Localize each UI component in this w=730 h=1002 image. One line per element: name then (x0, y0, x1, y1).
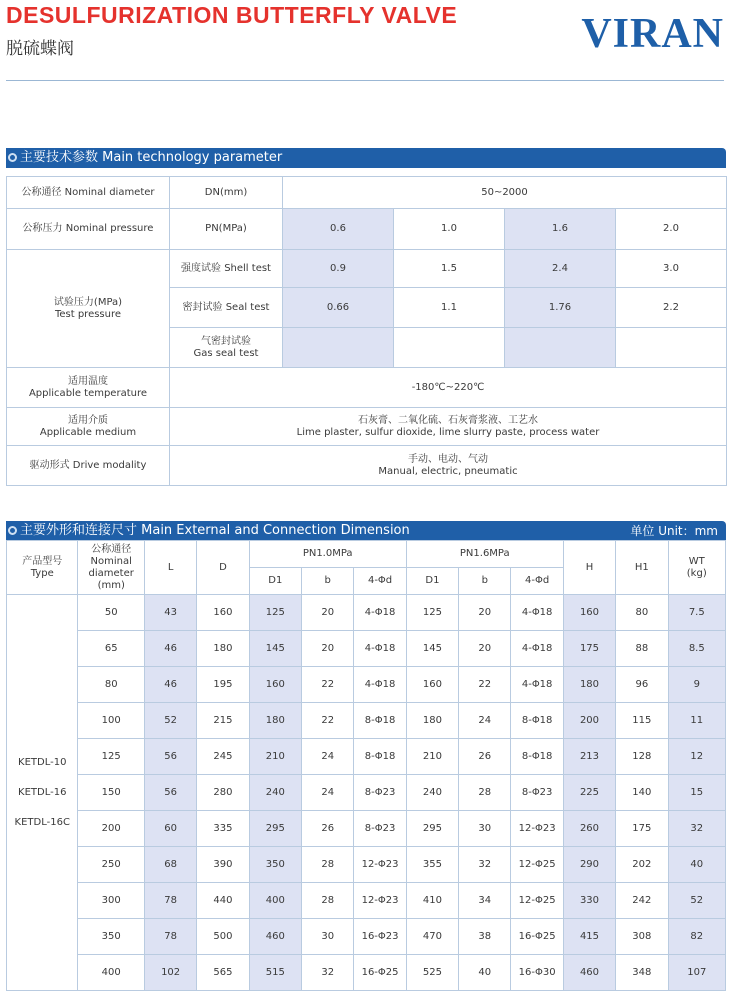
D-header: D (197, 541, 249, 595)
table-cell: 20 (459, 631, 511, 667)
type-name: KETDL-10 (18, 756, 67, 768)
table-cell: 16-Φ30 (511, 955, 563, 991)
table-row (7, 883, 726, 919)
L-header: L (144, 541, 196, 595)
shell-test-value: 1.5 (394, 250, 505, 288)
wt-header-unit: (kg) (686, 567, 707, 579)
temperature-label-en: Applicable temperature (28, 387, 148, 399)
table-cell: 410 (406, 883, 458, 919)
medium-value-en: Lime plaster, sulfur dioxide, lime slurry paste, process water (296, 426, 600, 438)
gas-seal-label-cn: 气密封试验 (201, 335, 251, 347)
drive-value (170, 446, 727, 486)
medium-value (170, 408, 727, 446)
table-cell: 240 (406, 775, 458, 811)
tech-section-title: 主要技术参数 Main technology parameter (20, 150, 283, 165)
dn-header (78, 541, 144, 595)
table-cell: 16-Φ25 (354, 955, 406, 991)
nominal-diameter-param: DN(mm) (170, 177, 283, 209)
table-cell: 260 (563, 811, 615, 847)
dimension-table (6, 540, 726, 991)
type-header (7, 541, 78, 595)
nominal-diameter-label: 公称通径 Nominal diameter (7, 177, 170, 209)
shell-test-label: 强度试验 Shell test (170, 250, 283, 288)
gas-seal-value (394, 328, 505, 368)
table-cell: 22 (302, 667, 354, 703)
table-cell: 210 (406, 739, 458, 775)
row-nominal-diameter (7, 177, 727, 209)
H-header: H (563, 541, 615, 595)
table-cell: 300 (78, 883, 144, 919)
dn-header-en: diameter (88, 567, 134, 579)
nominal-pressure-label: 公称压力 Nominal pressure (7, 209, 170, 250)
row-drive (7, 446, 727, 486)
table-cell: 96 (616, 667, 668, 703)
table-cell: 24 (302, 775, 354, 811)
table-cell: 500 (197, 919, 249, 955)
dn-header-unit: (mm) (97, 579, 125, 591)
table-cell: 8-Φ23 (354, 811, 406, 847)
nominal-diameter-value: 50~2000 (283, 177, 727, 209)
table-cell: 440 (197, 883, 249, 919)
row-temperature (7, 368, 727, 408)
table-cell: 50 (78, 595, 144, 631)
table-cell: 515 (249, 955, 301, 991)
table-cell: 22 (459, 667, 511, 703)
table-cell: 15 (668, 775, 725, 811)
table-cell: 145 (406, 631, 458, 667)
shell-test-value: 0.9 (283, 250, 394, 288)
table-cell: 8-Φ23 (354, 775, 406, 811)
bullet-icon (8, 526, 17, 535)
table-cell: 250 (78, 847, 144, 883)
table-cell: 12-Φ25 (511, 883, 563, 919)
table-cell: 280 (197, 775, 249, 811)
table-cell: 8-Φ18 (354, 703, 406, 739)
table-cell: 245 (197, 739, 249, 775)
table-cell: 20 (459, 595, 511, 631)
table-cell: 78 (144, 883, 196, 919)
table-cell: 40 (459, 955, 511, 991)
table-cell: 180 (197, 631, 249, 667)
drive-label: 驱动形式 Drive modality (7, 446, 170, 486)
table-cell: 65 (78, 631, 144, 667)
unit-label: 单位 Unit：mm (630, 524, 718, 538)
gas-seal-label-en: Gas seal test (193, 347, 259, 359)
table-cell: 180 (249, 703, 301, 739)
table-cell: 32 (668, 811, 725, 847)
table-cell: 4-Φ18 (354, 667, 406, 703)
table-cell: 80 (616, 595, 668, 631)
table-cell: 4-Φ18 (354, 595, 406, 631)
table-cell: 390 (197, 847, 249, 883)
table-cell: 26 (459, 739, 511, 775)
table-cell: 213 (563, 739, 615, 775)
table-cell: 107 (668, 955, 725, 991)
shell-test-value: 3.0 (616, 250, 727, 288)
table-cell: 30 (459, 811, 511, 847)
table-cell: 525 (406, 955, 458, 991)
table-cell: 11 (668, 703, 725, 739)
type-header-en: Type (30, 567, 54, 579)
holes-header: 4-Φd (354, 568, 406, 595)
table-cell: 78 (144, 919, 196, 955)
table-cell: 200 (563, 703, 615, 739)
pn10-header: PN1.0MPa (249, 541, 406, 568)
temperature-label-cn: 适用温度 (68, 375, 108, 387)
table-cell: 20 (302, 631, 354, 667)
table-cell: 52 (668, 883, 725, 919)
dims-section-title: 主要外形和连接尺寸 Main External and Connection Dimension (20, 523, 410, 538)
dn-header-cn: 公称通径 (91, 543, 132, 555)
header-row-1 (7, 541, 726, 568)
wt-header-label: WT (688, 555, 705, 567)
pn-value: 1.0 (394, 209, 505, 250)
type-header-cn: 产品型号 (22, 555, 63, 567)
row-medium (7, 408, 727, 446)
table-cell: 160 (249, 667, 301, 703)
drive-value-cn: 手动、电动、气动 (408, 453, 488, 465)
table-cell: 140 (616, 775, 668, 811)
table-cell: 202 (616, 847, 668, 883)
pn16-header: PN1.6MPa (406, 541, 563, 568)
table-row (7, 955, 726, 991)
table-cell: 8-Φ23 (511, 775, 563, 811)
table-cell: 7.5 (668, 595, 725, 631)
table-cell: 295 (249, 811, 301, 847)
table-cell: 115 (616, 703, 668, 739)
table-cell: 460 (563, 955, 615, 991)
table-cell: 400 (249, 883, 301, 919)
table-cell: 22 (302, 703, 354, 739)
table-cell: 28 (459, 775, 511, 811)
table-cell: 350 (78, 919, 144, 955)
table-cell: 34 (459, 883, 511, 919)
table-cell: 242 (616, 883, 668, 919)
table-cell: 24 (459, 703, 511, 739)
seal-test-value: 0.66 (283, 288, 394, 328)
table-cell: 8-Φ18 (511, 703, 563, 739)
table-cell: 30 (302, 919, 354, 955)
table-cell: 12-Φ23 (354, 847, 406, 883)
seal-test-value: 1.1 (394, 288, 505, 328)
table-cell: 28 (302, 847, 354, 883)
table-cell: 350 (249, 847, 301, 883)
table-cell: 38 (459, 919, 511, 955)
pn-value: 1.6 (505, 209, 616, 250)
table-row (7, 847, 726, 883)
table-cell: 4-Φ18 (511, 667, 563, 703)
table-cell: 125 (78, 739, 144, 775)
pn-value: 2.0 (616, 209, 727, 250)
table-cell: 16-Φ23 (354, 919, 406, 955)
table-row (7, 811, 726, 847)
table-cell: 415 (563, 919, 615, 955)
title-chinese: 脱硫蝶阀 (6, 39, 74, 59)
table-cell: 290 (563, 847, 615, 883)
holes-header: 4-Φd (511, 568, 563, 595)
table-cell: 565 (197, 955, 249, 991)
table-cell: 460 (249, 919, 301, 955)
wt-header (668, 541, 725, 595)
table-cell: 145 (249, 631, 301, 667)
dn-header-en: Nominal (90, 555, 132, 567)
table-cell: 200 (78, 811, 144, 847)
table-cell: 175 (563, 631, 615, 667)
medium-label (7, 408, 170, 446)
table-row (7, 739, 726, 775)
table-row (7, 775, 726, 811)
row-nominal-pressure (7, 209, 727, 250)
table-cell: 46 (144, 631, 196, 667)
table-cell: 12-Φ23 (511, 811, 563, 847)
table-cell: 4-Φ18 (511, 595, 563, 631)
table-cell: 60 (144, 811, 196, 847)
table-cell: 32 (302, 955, 354, 991)
row-shell-test (7, 250, 727, 288)
table-cell: 128 (616, 739, 668, 775)
table-cell: 24 (302, 739, 354, 775)
D1-header: D1 (249, 568, 301, 595)
table-cell: 46 (144, 667, 196, 703)
medium-label-cn: 适用介质 (68, 414, 108, 426)
table-row (7, 595, 726, 631)
table-cell: 9 (668, 667, 725, 703)
gas-seal-value (616, 328, 727, 368)
table-cell: 210 (249, 739, 301, 775)
table-cell: 12 (668, 739, 725, 775)
b-header: b (302, 568, 354, 595)
table-cell: 68 (144, 847, 196, 883)
table-cell: 195 (197, 667, 249, 703)
table-cell: 12-Φ23 (354, 883, 406, 919)
tech-parameter-table (6, 176, 727, 486)
table-cell: 180 (563, 667, 615, 703)
table-row (7, 631, 726, 667)
brand-logo: VIRAN (581, 11, 724, 57)
title-english: DESULFURIZATION BUTTERFLY VALVE (6, 2, 458, 28)
table-cell: 225 (563, 775, 615, 811)
test-pressure-label (7, 250, 170, 368)
table-cell: 32 (459, 847, 511, 883)
table-cell: 100 (78, 703, 144, 739)
b-header: b (459, 568, 511, 595)
table-cell: 12-Φ25 (511, 847, 563, 883)
table-cell: 348 (616, 955, 668, 991)
gas-seal-value (283, 328, 394, 368)
table-cell: 8.5 (668, 631, 725, 667)
table-cell: 88 (616, 631, 668, 667)
shell-test-value: 2.4 (505, 250, 616, 288)
table-cell: 295 (406, 811, 458, 847)
table-cell: 16-Φ25 (511, 919, 563, 955)
type-name: KETDL-16 (18, 786, 67, 798)
table-row (7, 667, 726, 703)
gas-seal-test-label (170, 328, 283, 368)
H1-header: H1 (616, 541, 668, 595)
table-cell: 56 (144, 739, 196, 775)
table-cell: 150 (78, 775, 144, 811)
table-cell: 52 (144, 703, 196, 739)
table-cell: 80 (78, 667, 144, 703)
table-cell: 175 (616, 811, 668, 847)
temperature-label (7, 368, 170, 408)
dims-section-header (6, 521, 726, 541)
seal-test-label: 密封试验 Seal test (170, 288, 283, 328)
pn-value: 0.6 (283, 209, 394, 250)
nominal-pressure-param: PN(MPa) (170, 209, 283, 250)
temperature-value: -180℃~220℃ (170, 368, 727, 408)
table-cell: 8-Φ18 (511, 739, 563, 775)
table-cell: 8-Φ18 (354, 739, 406, 775)
drive-value-en: Manual, electric, pneumatic (378, 465, 518, 477)
table-cell: 335 (197, 811, 249, 847)
table-cell: 400 (78, 955, 144, 991)
table-row (7, 703, 726, 739)
seal-test-value: 1.76 (505, 288, 616, 328)
table-cell: 125 (249, 595, 301, 631)
table-cell: 355 (406, 847, 458, 883)
D1-header: D1 (406, 568, 458, 595)
tech-section-header (6, 148, 726, 168)
table-cell: 4-Φ18 (354, 631, 406, 667)
table-cell: 308 (616, 919, 668, 955)
table-cell: 160 (406, 667, 458, 703)
medium-label-en: Applicable medium (39, 426, 137, 438)
test-pressure-label-cn: 试验压力(MPa) (53, 296, 123, 308)
table-cell: 330 (563, 883, 615, 919)
table-cell: 240 (249, 775, 301, 811)
table-cell: 82 (668, 919, 725, 955)
bullet-icon (8, 153, 17, 162)
dimension-table-body (7, 595, 726, 991)
table-cell: 160 (197, 595, 249, 631)
table-cell: 40 (668, 847, 725, 883)
table-cell: 215 (197, 703, 249, 739)
table-cell: 102 (144, 955, 196, 991)
table-cell: 125 (406, 595, 458, 631)
medium-value-cn: 石灰膏、二氧化硫、石灰膏浆液、工艺水 (358, 414, 538, 426)
table-cell: 160 (563, 595, 615, 631)
type-name: KETDL-16C (14, 816, 70, 828)
table-cell: 20 (302, 595, 354, 631)
test-pressure-label-en: Test pressure (54, 308, 122, 320)
table-row (7, 919, 726, 955)
table-cell: 470 (406, 919, 458, 955)
seal-test-value: 2.2 (616, 288, 727, 328)
table-cell: 43 (144, 595, 196, 631)
table-cell: 56 (144, 775, 196, 811)
gas-seal-value (505, 328, 616, 368)
table-cell: 180 (406, 703, 458, 739)
type-cell (7, 595, 78, 991)
table-cell: 4-Φ18 (511, 631, 563, 667)
table-cell: 26 (302, 811, 354, 847)
table-cell: 28 (302, 883, 354, 919)
header-divider (6, 80, 724, 81)
